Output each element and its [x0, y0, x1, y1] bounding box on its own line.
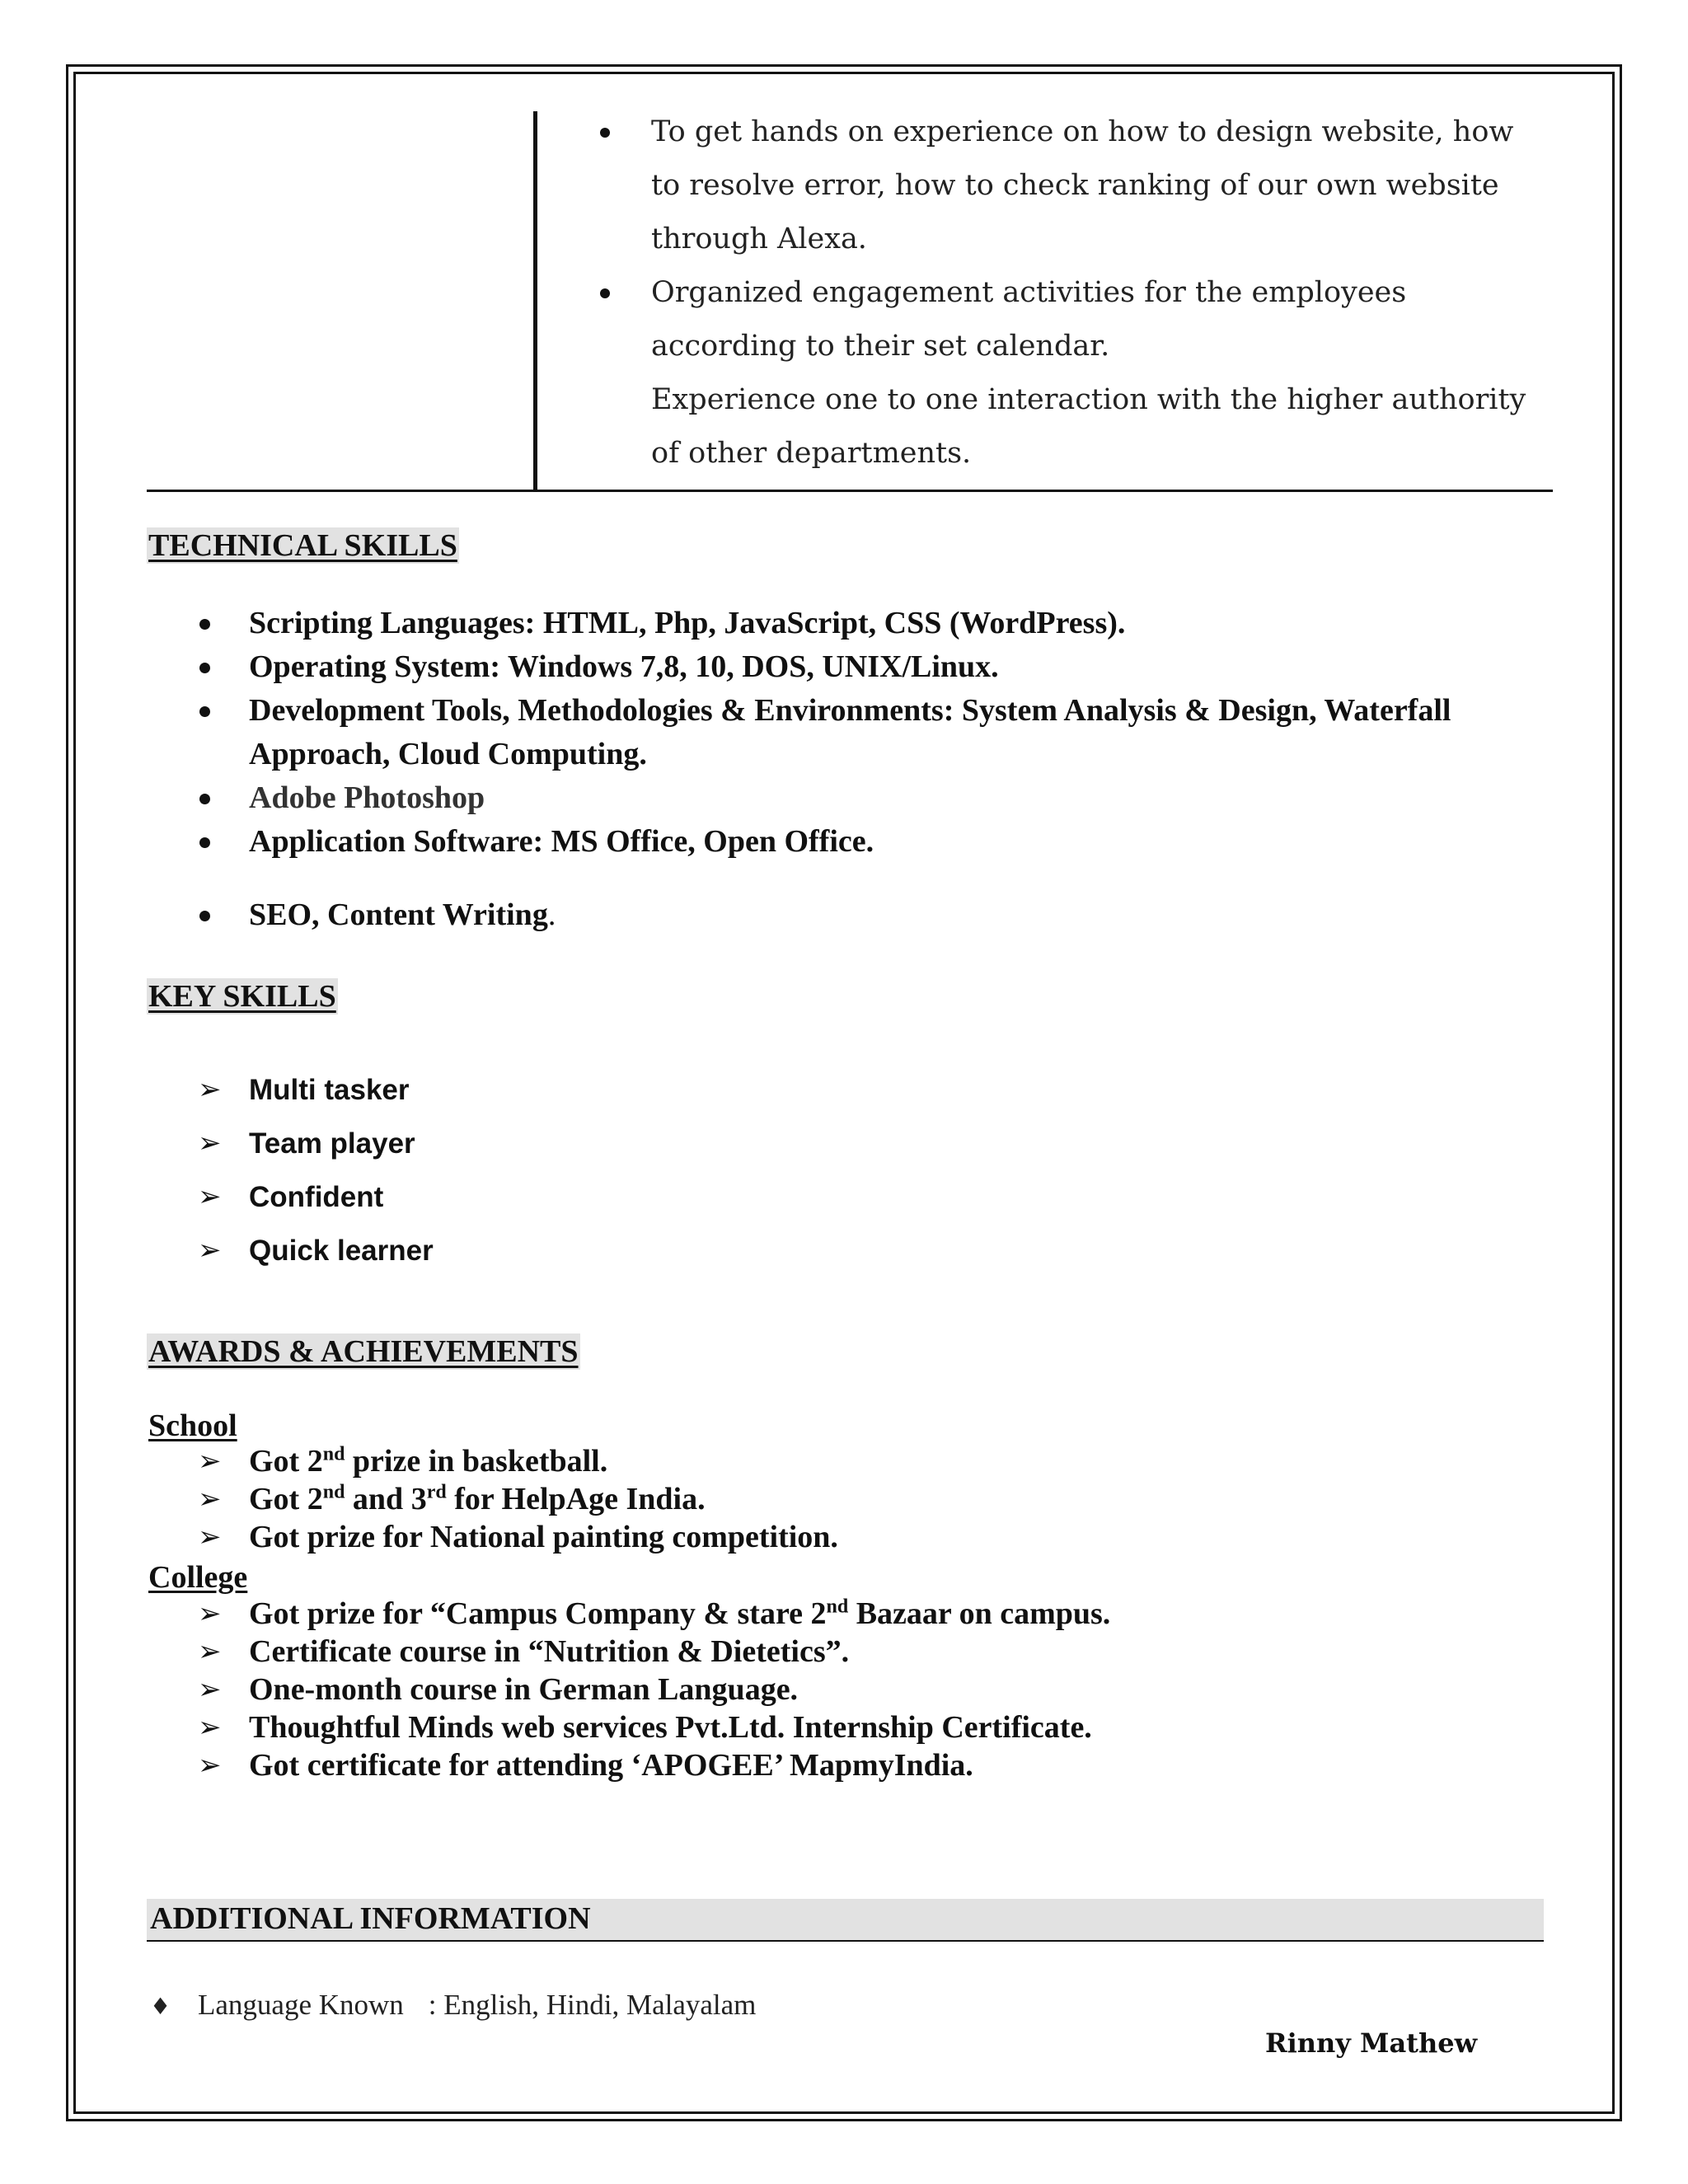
- arrow-bullet-icon: ➢: [198, 1234, 222, 1267]
- bullet-icon: [199, 837, 210, 848]
- list-item: ➢ Got 2nd prize in basketball.: [198, 1443, 608, 1479]
- experience-line: Experience one to one interaction with the higher authority: [651, 383, 1526, 416]
- list-item: Scripting Languages: HTML, Php, JavaScript, CSS (WordPress).: [147, 602, 1564, 645]
- list-item-continuation: Approach, Cloud Computing.: [249, 737, 647, 771]
- list-item: ➢ Got prize for National painting competition.: [198, 1520, 838, 1554]
- list-item: ➢ Multi tasker: [147, 1063, 434, 1117]
- arrow-bullet-icon: ➢: [198, 1749, 222, 1782]
- language-label: Language Known: [198, 1989, 404, 2021]
- arrow-bullet-icon: ➢: [198, 1521, 222, 1554]
- list-item: Operating System: Windows 7,8, 10, DOS, UNIX/Linux.: [147, 645, 1564, 689]
- college-subheading: College: [148, 1560, 248, 1595]
- experience-line: to resolve error, how to check ranking of our own website: [651, 169, 1499, 202]
- additional-info-heading: ADDITIONAL INFORMATION: [150, 1901, 591, 1936]
- list-item: ➢ Team player: [147, 1117, 434, 1170]
- arrow-bullet-icon: ➢: [198, 1635, 222, 1668]
- experience-item: Organized engagement activities for the employees: [585, 266, 1550, 320]
- list-item: ➢ Got certificate for attending ‘APOGEE’ MapmyIndia.: [198, 1748, 973, 1783]
- language-row: [150, 1989, 756, 2022]
- column-divider: [533, 111, 537, 490]
- list-item: ➢ Confident: [147, 1170, 434, 1224]
- key-skills-heading: KEY SKILLS: [148, 979, 336, 1014]
- arrow-bullet-icon: ➢: [198, 1073, 222, 1106]
- section-divider: [147, 490, 1553, 492]
- list-item: Application Software: MS Office, Open Office.: [147, 820, 1564, 864]
- experience-line: through Alexa.: [651, 223, 867, 255]
- bullet-icon: [600, 288, 610, 298]
- technical-skills-heading: TECHNICAL SKILLS: [148, 528, 457, 563]
- list-item: ➢ Certificate course in “Nutrition & Dietetics”.: [198, 1634, 850, 1669]
- technical-skills-list: [147, 602, 1564, 937]
- arrow-bullet-icon: ➢: [198, 1127, 222, 1160]
- arrow-bullet-icon: ➢: [198, 1445, 222, 1478]
- signature-name: Rinny Mathew: [1265, 2027, 1478, 2059]
- list-item: ➢ One-month course in German Language.: [198, 1672, 799, 1707]
- list-item: ➢ Got 2nd and 3rd for HelpAge India.: [198, 1481, 706, 1516]
- arrow-bullet-icon: ➢: [198, 1483, 222, 1516]
- school-awards-list: [147, 1442, 838, 1556]
- bullet-icon: [199, 706, 210, 717]
- experience-list: [585, 105, 1550, 480]
- key-skills-list: [147, 1063, 434, 1277]
- experience-item: To get hands on experience on how to design website, how: [585, 105, 1550, 159]
- college-awards-list: [147, 1595, 1110, 1784]
- language-value: : English, Hindi, Malayalam: [428, 1989, 757, 2021]
- school-subheading: School: [148, 1408, 237, 1443]
- bullet-icon: [199, 619, 210, 630]
- list-item: SEO, Content Writing.: [147, 893, 1564, 937]
- arrow-bullet-icon: ➢: [198, 1180, 222, 1213]
- experience-line: according to their set calendar.: [651, 330, 1110, 363]
- bullet-icon: [600, 128, 610, 138]
- list-item: Adobe Photoshop: [147, 776, 1564, 820]
- list-item: ➢ Thoughtful Minds web services Pvt.Ltd. Internship Certificate.: [198, 1710, 1092, 1745]
- list-item: Development Tools, Methodologies & Environments: System Analysis & Design, Waterfall: [147, 689, 1564, 733]
- awards-heading: AWARDS & ACHIEVEMENTS: [148, 1334, 579, 1369]
- arrow-bullet-icon: ➢: [198, 1711, 222, 1744]
- list-item: ➢ Quick learner: [147, 1224, 434, 1277]
- bullet-icon: [199, 663, 210, 673]
- bullet-icon: [199, 794, 210, 804]
- arrow-bullet-icon: ➢: [198, 1597, 222, 1630]
- arrow-bullet-icon: ➢: [198, 1673, 222, 1706]
- experience-line: of other departments.: [651, 437, 972, 470]
- bullet-icon: [199, 911, 210, 921]
- diamond-bullet-icon: ♦: [150, 1993, 171, 2020]
- list-item: ➢ Got prize for “Campus Company & stare 2nd Bazaar on campus.: [198, 1596, 1111, 1631]
